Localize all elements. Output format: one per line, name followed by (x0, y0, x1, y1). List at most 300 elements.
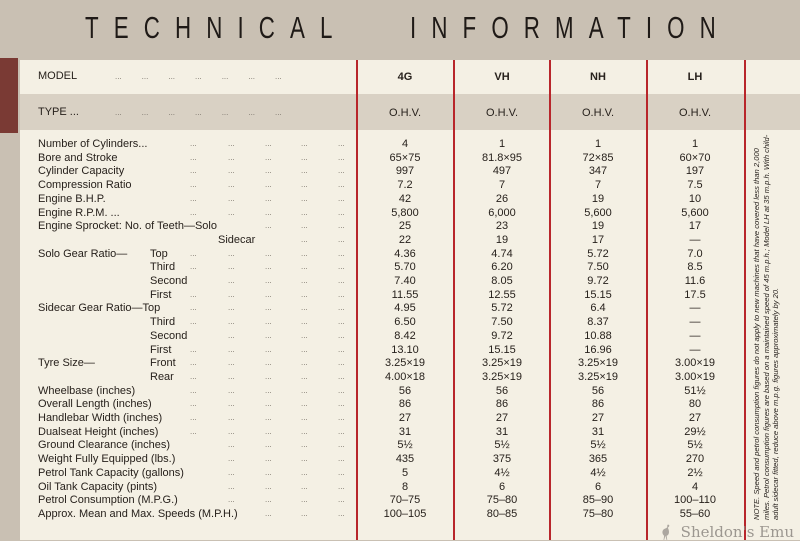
dot-leader: ... (190, 344, 197, 354)
dot-leader: ... (265, 358, 272, 368)
dot-leader: ... (265, 152, 272, 162)
value-nh: 6 (594, 480, 602, 493)
row-label: Bore and Stroke (38, 151, 118, 164)
dot-leader: ... (265, 385, 272, 395)
dot-leader: ... (301, 139, 308, 148)
dot-leader: ... (338, 139, 345, 148)
dot-leader: ... (338, 344, 345, 354)
value-vh: 81.8×95 (481, 151, 523, 164)
value-vh: 7 (498, 179, 506, 192)
value-nh: 16.96 (584, 343, 612, 356)
value-nh: 5½ (590, 439, 606, 452)
dot-leader: ... (301, 426, 308, 436)
dot-leader: ... (338, 166, 345, 176)
dot-leader: ... (228, 371, 235, 381)
dot-leader: ... (338, 495, 345, 505)
row-label: Petrol Tank Capacity (gallons) (38, 466, 184, 479)
value-4g: 86 (398, 398, 412, 411)
value-nh: 5,600 (584, 206, 612, 219)
row-sublabel: Rear (150, 370, 174, 383)
dot-leader: ... (228, 262, 235, 272)
table-row (0, 494, 800, 507)
dot-leader: ... (265, 371, 272, 381)
value-4g: 5 (401, 466, 409, 479)
table-row (0, 179, 800, 192)
value-4g: 435 (395, 453, 415, 466)
row-sublabel: Top (150, 247, 168, 260)
table-row (0, 165, 800, 178)
value-vh: 3.25×19 (481, 370, 523, 383)
value-nh: 19 (591, 220, 605, 233)
dot-leader: ... (190, 385, 197, 395)
dot-leader: ... (265, 166, 272, 176)
dot-leader: ... (301, 262, 308, 272)
value-nh: 8.37 (587, 316, 609, 329)
dot-leader: ... (301, 207, 308, 217)
value-nh: 4½ (590, 466, 606, 479)
value-vh: 5.72 (491, 302, 513, 315)
dot-leader: ... (338, 508, 345, 518)
dot-leader: ... (228, 317, 235, 327)
dot-leader: ... (301, 221, 308, 231)
value-lh: — (689, 329, 701, 342)
dot-leader: ... (265, 180, 272, 190)
value-lh: 4 (691, 480, 699, 493)
dot-leader: ... (228, 440, 235, 450)
dot-leader: ... (301, 399, 308, 409)
row-label: Oil Tank Capacity (pints) (38, 480, 158, 493)
value-lh: 100–110 (673, 494, 716, 507)
value-nh: 5.72 (587, 247, 609, 260)
dot-leader: ... (338, 454, 345, 464)
type-nh: O.H.V. (582, 107, 614, 119)
value-4g: 13.10 (391, 343, 419, 356)
value-nh: 19 (591, 192, 605, 205)
row-label: Engine R.P.M. ... (38, 206, 120, 219)
value-lh: 197 (685, 165, 705, 178)
type-vh: O.H.V. (486, 107, 518, 119)
value-lh: 10 (688, 192, 702, 205)
dot-leader: ... (338, 440, 345, 450)
value-nh: 75–80 (582, 507, 614, 520)
value-lh: 51½ (684, 384, 706, 397)
value-lh: 1 (691, 138, 699, 150)
table-row (0, 234, 800, 247)
value-nh: 7 (594, 179, 602, 192)
value-lh: 5½ (687, 439, 703, 452)
model-header-label: MODEL (38, 70, 78, 82)
value-vh: 5½ (494, 439, 510, 452)
dot-leader: ... (228, 495, 235, 505)
table-row (0, 316, 800, 329)
dot-leader: ... (228, 303, 235, 313)
dot-leader: ... (265, 508, 272, 518)
dot-leader: ... (228, 426, 235, 436)
value-4g: 4 (401, 138, 409, 150)
dot-leader: ... (301, 276, 308, 285)
title-information: INFORMATION (410, 10, 731, 45)
value-nh: 3.25×19 (577, 357, 619, 370)
value-nh: 3.25×19 (577, 370, 619, 383)
dot-leader: ... (190, 426, 197, 436)
value-lh: 270 (685, 453, 705, 466)
value-nh: 347 (588, 165, 608, 178)
type-header-label: TYPE ... (38, 106, 79, 118)
dot-leader: ... (338, 193, 345, 203)
dot-leader: ... (228, 207, 235, 217)
value-vh: 6.20 (491, 261, 513, 274)
value-nh: 9.72 (587, 275, 609, 287)
dot-leader: ... (301, 303, 308, 313)
dot-leader: ... ... ... ... ... ... ... (115, 108, 282, 117)
value-nh: 72×85 (582, 151, 614, 164)
table-row (0, 330, 800, 343)
table-row (0, 385, 800, 398)
value-4g: 8.42 (394, 329, 416, 342)
value-vh: 3.25×19 (481, 357, 523, 370)
row-label: Number of Cylinders... (38, 138, 148, 150)
dot-leader: ... (228, 330, 235, 340)
value-vh: 23 (495, 220, 509, 233)
dot-leader: ... (265, 467, 272, 477)
dot-leader: ... (301, 495, 308, 505)
value-4g: 4.36 (394, 247, 416, 260)
value-lh: 7.0 (687, 247, 703, 260)
dot-leader: ... (265, 399, 272, 409)
value-nh: 15.15 (584, 288, 612, 301)
value-lh: 17.5 (684, 288, 706, 301)
value-4g: 25 (398, 220, 412, 233)
value-lh: — (689, 233, 701, 246)
value-vh: 6 (498, 480, 506, 493)
value-lh: — (689, 316, 701, 329)
dot-leader: ... (265, 454, 272, 464)
type-4g: O.H.V. (389, 107, 421, 119)
row-sublabel: First (150, 343, 172, 356)
dot-leader: ... (301, 180, 308, 190)
dot-leader: ... (338, 481, 345, 491)
dot-leader: ... (338, 248, 345, 258)
value-lh: 5,600 (681, 206, 709, 219)
value-nh: 17 (591, 233, 605, 246)
title-technical: TECHNICAL (85, 10, 348, 45)
dot-leader: ... (301, 440, 308, 450)
footnote: NOTE. Speed and petrol consumption figures do not apply to new machines that have covered less than 2,000 miles. Petrol consumption figures are based on a maintained speed of 45 m.p.h.; Model LH at 35 m.p.h. With child-adult sidecar fitted, reduce above m.p.g. figures approximately by 20. (752, 134, 781, 520)
dot-leader: ... (301, 413, 308, 422)
table-row (0, 467, 800, 480)
value-4g: 8 (401, 480, 409, 493)
row-label: Tyre Size— (38, 357, 95, 370)
dot-leader: ... (228, 413, 235, 422)
dot-leader: ... (228, 289, 235, 299)
table-row (0, 220, 800, 233)
table-row (0, 138, 800, 151)
value-lh: 80 (688, 398, 702, 411)
dot-leader: ... (265, 262, 272, 272)
dot-leader: ... (301, 371, 308, 381)
table-row (0, 398, 800, 411)
table-row (0, 275, 800, 288)
value-vh: 26 (495, 192, 509, 205)
dot-leader: ... (338, 152, 345, 162)
value-nh: 56 (591, 384, 605, 397)
dot-leader: ... (338, 276, 345, 285)
value-vh: 15.15 (488, 343, 516, 356)
dot-leader: ... (338, 399, 345, 409)
value-vh: 75–80 (486, 494, 518, 507)
value-4g: 7.40 (394, 275, 416, 287)
row-sublabel: Sidecar (218, 233, 256, 246)
row-label: Weight Fully Equipped (lbs.) (38, 453, 176, 466)
value-vh: 12.55 (488, 288, 516, 301)
row-label: Petrol Consumption (M.P.G.) (38, 494, 178, 507)
value-vh: 4½ (494, 466, 510, 479)
value-vh: 80–85 (486, 507, 518, 520)
row-sublabel: Third (150, 316, 176, 329)
dot-leader: ... (190, 152, 197, 162)
dot-leader: ... (190, 371, 197, 381)
row-sublabel: First (150, 288, 172, 301)
dot-leader: ... (338, 413, 345, 422)
value-lh: — (689, 302, 701, 315)
value-4g: 3.25×19 (384, 357, 426, 370)
value-lh: — (689, 343, 701, 356)
value-4g: 65×75 (389, 151, 421, 164)
dot-leader: ... (228, 344, 235, 354)
dot-leader: ... (190, 399, 197, 409)
value-4g: 56 (398, 384, 412, 397)
model-vh: VH (494, 71, 510, 83)
dot-leader: ... (338, 289, 345, 299)
dot-leader: ... (301, 193, 308, 203)
dot-leader: ... (301, 152, 308, 162)
value-vh: 56 (495, 384, 509, 397)
table-row (0, 248, 800, 261)
dot-leader: ... ... ... ... ... ... ... (115, 72, 282, 81)
value-nh: 86 (591, 398, 605, 411)
dot-leader: ... (190, 289, 197, 299)
table-row (0, 193, 800, 206)
value-4g: 5,800 (391, 206, 419, 219)
dot-leader: ... (338, 180, 345, 190)
value-4g: 7.2 (397, 179, 413, 192)
dot-leader: ... (190, 248, 197, 258)
dot-leader: ... (338, 385, 345, 395)
table-row (0, 289, 800, 302)
dot-leader: ... (228, 276, 235, 285)
watermark: Sheldon's Emu (680, 523, 794, 541)
row-label: Compression Ratio (38, 179, 132, 192)
dot-leader: ... (301, 454, 308, 464)
value-4g: 5.70 (394, 261, 416, 274)
dot-leader: ... (228, 180, 235, 190)
dot-leader: ... (265, 413, 272, 422)
value-nh: 85–90 (582, 494, 614, 507)
value-4g: 6.50 (394, 316, 416, 329)
dot-leader: ... (338, 207, 345, 217)
value-nh: 1 (594, 138, 602, 150)
dot-leader: ... (228, 166, 235, 176)
dot-leader: ... (228, 152, 235, 162)
dot-leader: ... (338, 426, 345, 436)
value-4g: 42 (398, 192, 412, 205)
value-vh: 9.72 (491, 329, 513, 342)
value-lh: 60×70 (679, 151, 711, 164)
table-row (0, 371, 800, 384)
dot-leader: ... (190, 303, 197, 313)
dot-leader: ... (190, 166, 197, 176)
value-4g: 70–75 (389, 494, 421, 507)
dot-leader: ... (265, 248, 272, 258)
row-label: Solo Gear Ratio— (38, 247, 128, 260)
dot-leader: ... (265, 139, 272, 148)
value-lh: 27 (688, 412, 702, 424)
dot-leader: ... (338, 358, 345, 368)
table-row (0, 152, 800, 165)
dot-leader: ... (265, 276, 272, 285)
value-4g: 4.95 (394, 302, 416, 315)
table-row (0, 344, 800, 357)
dot-leader: ... (301, 344, 308, 354)
dot-leader: ... (301, 166, 308, 176)
value-vh: 1 (498, 138, 506, 150)
value-lh: 11.6 (684, 275, 706, 287)
dot-leader: ... (228, 139, 235, 148)
row-sublabel: Second (150, 275, 188, 287)
dot-leader: ... (228, 385, 235, 395)
value-4g: 11.55 (391, 288, 419, 301)
row-label: Ground Clearance (inches) (38, 439, 171, 452)
value-vh: 8.05 (491, 275, 513, 287)
dot-leader: ... (265, 426, 272, 436)
dot-leader: ... (338, 371, 345, 381)
value-vh: 4.74 (491, 247, 513, 260)
table-row (0, 412, 800, 425)
value-lh: 55–60 (679, 507, 711, 520)
value-nh: 6.4 (590, 302, 606, 315)
dot-leader: ... (190, 193, 197, 203)
value-nh: 10.88 (584, 329, 612, 342)
table-row (0, 357, 800, 370)
table-row (0, 453, 800, 466)
dot-leader: ... (228, 399, 235, 409)
value-vh: 86 (495, 398, 509, 411)
value-nh: 365 (588, 453, 608, 466)
dot-leader: ... (265, 317, 272, 327)
dot-leader: ... (338, 467, 345, 477)
dot-leader: ... (265, 289, 272, 299)
value-4g: 27 (398, 412, 412, 424)
emu-watermark-icon (660, 524, 672, 540)
dot-leader: ... (190, 139, 197, 148)
value-nh: 27 (591, 412, 605, 424)
dot-leader: ... (301, 385, 308, 395)
type-lh: O.H.V. (679, 107, 711, 119)
row-label: Dualseat Height (inches) (38, 425, 159, 438)
value-vh: 497 (492, 165, 512, 178)
dot-leader: ... (265, 207, 272, 217)
model-lh: LH (687, 71, 703, 83)
dot-leader: ... (228, 358, 235, 368)
table-row (0, 508, 800, 521)
table-row (0, 261, 800, 274)
dot-leader: ... (228, 481, 235, 491)
dot-leader: ... (265, 221, 272, 231)
row-label: Handlebar Width (inches) (38, 412, 163, 424)
dot-leader: ... (301, 481, 308, 491)
dot-leader: ... (265, 440, 272, 450)
row-label: Engine B.H.P. (38, 192, 106, 205)
table-row (0, 426, 800, 439)
dot-leader: ... (265, 344, 272, 354)
table-row (0, 481, 800, 494)
value-vh: 27 (495, 412, 509, 424)
dot-leader: ... (190, 207, 197, 217)
dot-leader: ... (338, 330, 345, 340)
value-lh: 29½ (684, 425, 706, 438)
dot-leader: ... (301, 358, 308, 368)
value-vh: 7.50 (491, 316, 513, 329)
dot-leader: ... (190, 262, 197, 272)
value-4g: 997 (395, 165, 415, 178)
row-label: Wheelbase (inches) (38, 384, 136, 397)
dot-leader: ... (228, 248, 235, 258)
dot-leader: ... (265, 495, 272, 505)
dot-leader: ... (228, 467, 235, 477)
value-4g: 31 (398, 425, 412, 438)
value-vh: 375 (492, 453, 512, 466)
value-vh: 19 (495, 233, 509, 246)
table-row (0, 207, 800, 220)
dot-leader: ... (338, 303, 345, 313)
value-nh: 7.50 (587, 261, 609, 274)
value-4g: 22 (398, 233, 412, 246)
page-edge-strip (0, 58, 18, 133)
dot-leader: ... (190, 413, 197, 422)
value-lh: 3.00×19 (674, 370, 716, 383)
dot-leader: ... (301, 330, 308, 340)
value-vh: 31 (495, 425, 509, 438)
row-label: Approx. Mean and Max. Speeds (M.P.H.) (38, 507, 238, 520)
dot-leader: ... (190, 180, 197, 190)
row-label: Overall Length (inches) (38, 398, 152, 411)
dot-leader: ... (228, 193, 235, 203)
value-vh: 6,000 (488, 206, 516, 219)
dot-leader: ... (301, 234, 308, 244)
dot-leader: ... (265, 481, 272, 491)
dot-leader: ... (228, 454, 235, 464)
table-row (0, 302, 800, 315)
value-4g: 5½ (397, 439, 413, 452)
model-nh: NH (590, 71, 606, 83)
dot-leader: ... (265, 303, 272, 313)
dot-leader: ... (301, 248, 308, 258)
row-label: Engine Sprocket: No. of Teeth—Solo (38, 220, 217, 233)
value-4g: 100–105 (383, 507, 427, 520)
table-row (0, 439, 800, 452)
dot-leader: ... (338, 317, 345, 327)
dot-leader: ... (265, 193, 272, 203)
value-lh: 17 (688, 220, 702, 233)
dot-leader: ... (301, 467, 308, 477)
row-sublabel: Third (150, 261, 176, 274)
value-lh: 2½ (687, 466, 703, 479)
row-label: Cylinder Capacity (38, 165, 125, 178)
row-label: Sidecar Gear Ratio—Top (38, 302, 161, 315)
model-4g: 4G (397, 71, 413, 83)
dot-leader: ... (265, 330, 272, 340)
dot-leader: ... (338, 221, 345, 231)
